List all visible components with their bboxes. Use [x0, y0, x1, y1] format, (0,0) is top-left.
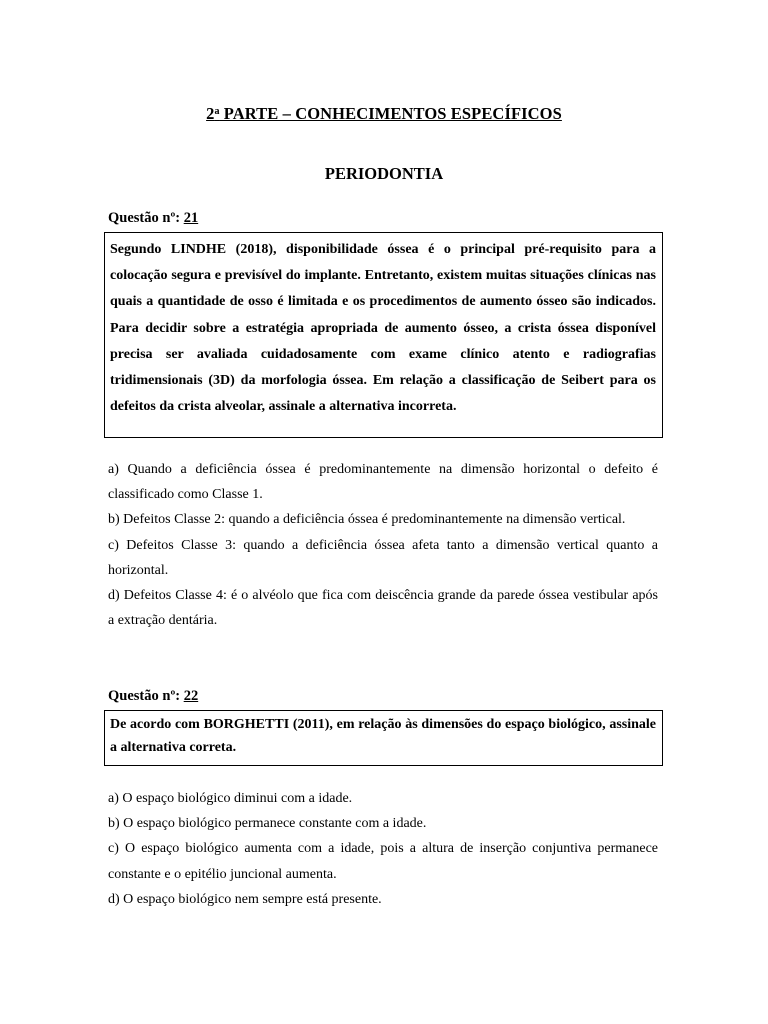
question-21-label [108, 210, 198, 227]
question-statement: Segundo LINDHE (2018), disponibilidade óssea é o principal pré-requisito para a colocação segura e previsível do implante. Entretanto, existem muitas situações clínicas nas quais a quantidade de osso é limitada e os procedimentos de aumento ósseo são indicados. Para decidir sobre a estratégia apropriada de aumento ósseo, a crista óssea disponível precisa ser avaliada cuidadosamente com exame clínico atento e radiografias tridimensionais (3D) da morfologia óssea. Em relação a classificação de Seibert para os defeitos da crista alveolar, assinale a alternativa incorreta. [110, 242, 656, 415]
option-d: d) Defeitos Classe 4: é o alvéolo que fica com deiscência grande da parede óssea vestibular após a extração dentária. [108, 588, 658, 629]
part-title-ordinal: a [214, 106, 220, 117]
option-d: d) O espaço biológico nem sempre está presente. [108, 891, 382, 907]
question-22-label [108, 688, 198, 705]
option-a: a) Quando a deficiência óssea é predominantemente na dimensão horizontal o defeito é classificado como Classe 1. [108, 462, 658, 503]
option-b: b) O espaço biológico permanece constante com a idade. [108, 816, 427, 832]
question-22-statement-box [104, 710, 663, 766]
part-title-text: PARTE – CONHECIMENTOS ESPECÍFICOS [219, 104, 562, 123]
question-label-text: Questão nº: [108, 210, 184, 226]
part-title-number: 2 [206, 104, 215, 123]
question-number: 21 [183, 210, 199, 226]
question-21-statement-box [104, 232, 663, 438]
question-22-options [108, 786, 658, 912]
section-title: PERIODONTIA [324, 164, 444, 183]
option-c: c) Defeitos Classe 3: quando a deficiência óssea afeta tanto a dimensão vertical quanto a horizontal. [108, 537, 658, 578]
part-title [0, 104, 768, 124]
question-label-text: Questão nº: [108, 688, 184, 704]
question-statement: De acordo com BORGHETTI (2011), em relação às dimensões do espaço biológico, assinale a alternativa correta. [110, 717, 656, 755]
option-a: a) O espaço biológico diminui com a idade. [108, 791, 353, 806]
question-21-options [108, 457, 658, 633]
question-number: 22 [183, 688, 199, 704]
option-c: c) O espaço biológico aumenta com a idade, pois a altura de inserção conjuntiva permanece constante e o epitélio juncional aumenta. [108, 841, 658, 882]
option-b: b) Defeitos Classe 2: quando a deficiência óssea é predominantemente na dimensão vertical. [108, 512, 626, 528]
